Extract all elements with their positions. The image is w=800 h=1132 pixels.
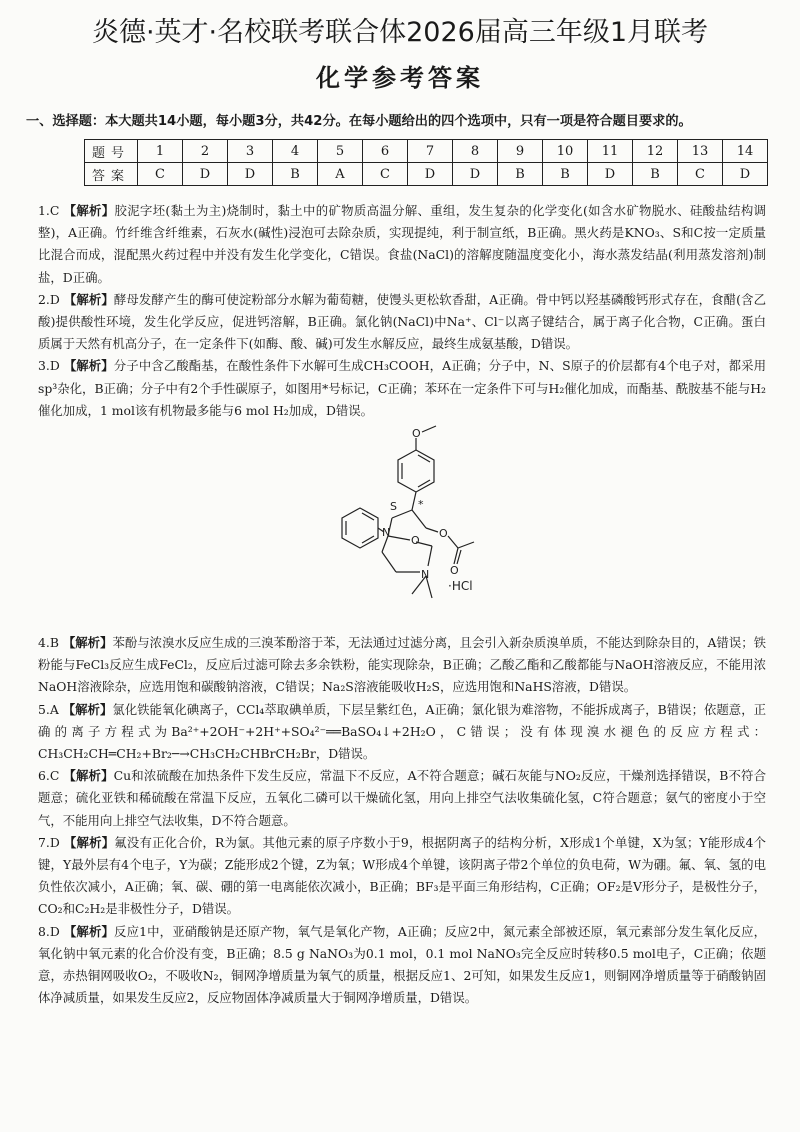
item-number: 6.C bbox=[38, 768, 60, 784]
answer-cell: D bbox=[588, 163, 633, 186]
salt-label: ·HCl bbox=[448, 579, 473, 594]
explanation-text: 苯酚与浓溴水反应生成的三溴苯酚溶于苯，无法通过过滤分离，且会引入新杂质溴单质，不能达到除杂目的，A错误；铁粉能与FeCl₃反应生成FeCl₂，反应后过滤可除去多余铁粉，能实现除杂，B正确；乙酸乙酯和乙酸都能与NaOH溶液反应，不能用浓NaOH溶液除杂，应选用饱和碳酸钠溶液，C错误；Na₂S溶液能吸收H₂S，应选用饱和NaHS溶液，D错误。 bbox=[38, 635, 767, 695]
explanations bbox=[38, 200, 766, 1009]
analysis-tag: 【解析】 bbox=[63, 291, 114, 307]
bond bbox=[426, 528, 438, 532]
explanation-text: 分子中含乙酸酯基，在酸性条件下水解可生成CH₃COOH，A正确；分子中，N、S原子的价层都有4个电子对，都采用sp³杂化，B正确；分子中有2个手性碳原子，如图用*号标记，C正确；苯环在一定条件下可与H₂催化加成，而酯基、酰胺基不能与H₂催化加成，1 mol该有机物最多能与6 mol H₂加成，D错误。 bbox=[38, 358, 766, 418]
atom-label: N bbox=[421, 568, 430, 582]
atom-label: S bbox=[390, 500, 397, 514]
answer-table-answer-row bbox=[85, 163, 768, 186]
doc-title: 化学参考答案 bbox=[316, 64, 484, 92]
bond bbox=[458, 542, 474, 548]
explanation-8 bbox=[38, 921, 766, 1010]
bond bbox=[382, 552, 396, 572]
answer-cell: C bbox=[678, 163, 723, 186]
analysis-tag: 【解析】 bbox=[62, 701, 113, 717]
analysis-tag: 【解析】 bbox=[63, 768, 114, 784]
answer-table bbox=[84, 139, 768, 186]
item-number: 7.D bbox=[38, 834, 60, 850]
item-number: 2.D bbox=[38, 291, 60, 307]
answer-cell: D bbox=[408, 163, 453, 186]
question-number: 6 bbox=[363, 140, 408, 163]
row-label-answers: 答案 bbox=[85, 163, 138, 186]
answer-cell: B bbox=[543, 163, 588, 186]
question-number: 8 bbox=[453, 140, 498, 163]
question-number: 10 bbox=[543, 140, 588, 163]
question-number: 4 bbox=[273, 140, 318, 163]
answer-table-number-row bbox=[85, 140, 768, 163]
structure-figure bbox=[38, 422, 766, 632]
explanation-3 bbox=[38, 355, 766, 422]
answer-cell: C bbox=[363, 163, 408, 186]
explanation-2 bbox=[38, 289, 766, 356]
question-number: 3 bbox=[228, 140, 273, 163]
explanation-text: 胶泥字坯(黏土为主)烧制时，黏土中的矿物质高温分解、重组，发生复杂的化学变化(如含水矿物脱水、硅酸盐结构调整)，A正确。竹纤维含纤维素，石灰水(碱性)浸泡可去除杂质，实现提纯，利于制宣纸，B正确。黑火药是KNO₃、S和C按一定质量比混合而成，混配黑火药过程中并没有发生化学变化，C错误。食盐(NaCl)的溶解度随温度变化小，海水蒸发结晶(利用蒸发溶剂)制盐，D正确。 bbox=[38, 203, 766, 285]
item-number: 3.D bbox=[38, 358, 60, 374]
answer-cell: D bbox=[723, 163, 768, 186]
item-number: 5.A bbox=[38, 701, 59, 717]
answer-cell: B bbox=[273, 163, 318, 186]
question-number: 14 bbox=[723, 140, 768, 163]
answer-cell: B bbox=[633, 163, 678, 186]
atom-label: N bbox=[382, 526, 391, 540]
question-number: 12 bbox=[633, 140, 678, 163]
row-label-numbers: 题号 bbox=[85, 140, 138, 163]
question-number: 1 bbox=[138, 140, 183, 163]
item-number: 8.D bbox=[38, 923, 60, 939]
explanation-5 bbox=[38, 699, 766, 766]
methoxy-phenyl-ring bbox=[398, 450, 434, 492]
explanation-text: 氟没有正化合价，R为氯。其他元素的原子序数小于9，根据阴离子的结构分析，X形成1个单键，X为氢；Y能形成4个键，Y最外层有4个电子，Y为碳；Z能形成2个键，Z为氧；W形成4个单键，该阴离子带2个单位的负电荷，W为硼。氟、氧、氢的电负性依次减小，A正确；氧、碳、硼的第一电离能依次减小，B正确；BF₃是平面三角形结构，C正确；OF₂是V形分子，是极性分子，CO₂和C₂H₂是非极性分子，D错误。 bbox=[38, 834, 766, 917]
explanation-text: Cu和浓硫酸在加热条件下发生反应，常温下不反应，A不符合题意；碱石灰能与NO₂反应，干燥剂选择错误，B不符合题意；硫化亚铁和稀硫酸在常温下反应，五氧化二磷可以干燥硫化氢，用向上排空气法收集硫化氢，C符合题意；氨气的密度小于空气，不能用向上排空气法收集，D不符合题意。 bbox=[38, 768, 766, 828]
question-number: 7 bbox=[408, 140, 453, 163]
analysis-tag: 【解析】 bbox=[63, 358, 114, 374]
analysis-tag: 【解析】 bbox=[63, 923, 115, 939]
atom-label: O bbox=[450, 564, 459, 578]
answer-cell: D bbox=[183, 163, 228, 186]
question-number: 11 bbox=[588, 140, 633, 163]
bond bbox=[448, 536, 458, 548]
analysis-tag: 【解析】 bbox=[62, 635, 113, 651]
analysis-tag: 【解析】 bbox=[63, 834, 115, 850]
item-number: 1.C bbox=[38, 203, 60, 218]
answer-cell: D bbox=[228, 163, 273, 186]
explanation-text: 反应1中，亚硝酸钠是还原产物，氧气是氧化产物，A正确；反应2中，氮元素全部被还原，氧元素部分发生氧化反应，氧化钠中氧元素的化合价没有变，B正确；8.5 g NaNO₃为0.1 mol，0.1 mol NaNO₃完全反应时转移0.5 mol电子，C正确；依题意，赤热铜网吸收O₂，不吸收N₂，铜网净增质量为氧气的质量，根据反应1、2可知，如果发生反应1，则铜网净增质量等于硝酸钠固体净减质量，如果发生反应2，反应物固体净减质量大于铜网净增质量，D错误。 bbox=[38, 923, 767, 1006]
section-title: 一、选择题：本大题共14小题，每小题3分，共42分。在每小题给出的四个选项中，只有一项是符合题目要求的。 bbox=[26, 114, 692, 129]
bond bbox=[388, 536, 410, 540]
exam-title: 炎德·英才·名校联考联合体2026届高三年级1月联考 bbox=[91, 17, 709, 48]
question-number: 9 bbox=[498, 140, 543, 163]
bond bbox=[422, 426, 436, 432]
explanation-text: 氯化铁能氧化碘离子，CCl₄萃取碘单质，下层呈紫红色，A正确；氯化银为难溶物，不能拆成离子，B错误；依题意，正确的离子方程式为Ba²⁺+2OH⁻+2H⁺+SO₄²⁻══BaSO₄↓+2H₂O，C错误；没有体现溴水褪色的反应方程式：CH₃CH₂CH═CH₂+Br₂─→CH₃CH₂CHBrCH₂Br，D错误。 bbox=[38, 701, 766, 762]
molecule-structure bbox=[308, 422, 498, 627]
explanation-6 bbox=[38, 765, 766, 832]
atom-label: O bbox=[411, 534, 420, 548]
analysis-tag: 【解析】 bbox=[63, 203, 115, 218]
answer-cell: B bbox=[498, 163, 543, 186]
explanation-1 bbox=[38, 200, 766, 289]
answer-cell: A bbox=[318, 163, 363, 186]
chiral-mark: * bbox=[418, 498, 424, 512]
bond bbox=[412, 492, 416, 510]
atom-label: O bbox=[412, 427, 421, 441]
bond bbox=[457, 550, 461, 564]
bond bbox=[428, 546, 432, 566]
answer-cell: C bbox=[138, 163, 183, 186]
item-number: 4.B bbox=[38, 635, 59, 651]
phenyl-ring bbox=[342, 508, 378, 548]
answer-cell: D bbox=[453, 163, 498, 186]
question-number: 2 bbox=[183, 140, 228, 163]
atom-label: O bbox=[439, 527, 448, 541]
explanation-text: 酵母发酵产生的酶可使淀粉部分水解为葡萄糖，使馒头更松软香甜，A正确。骨中钙以羟基磷酸钙形式存在，食醋(含乙酸)提供酸性环境，发生化学反应，促进钙溶解，B正确。氯化钠(NaCl)中Na⁺、Cl⁻以离子键结合，属于离子化合物，C正确。蛋白质属于天然有机高分子，在一定条件下(如酶、酸、碱)可发生水解反应，最终生成氨基酸，D错误。 bbox=[38, 291, 766, 352]
bond bbox=[412, 510, 426, 528]
explanation-7 bbox=[38, 832, 766, 921]
question-number: 5 bbox=[318, 140, 363, 163]
question-number: 13 bbox=[678, 140, 723, 163]
explanation-4 bbox=[38, 632, 766, 699]
